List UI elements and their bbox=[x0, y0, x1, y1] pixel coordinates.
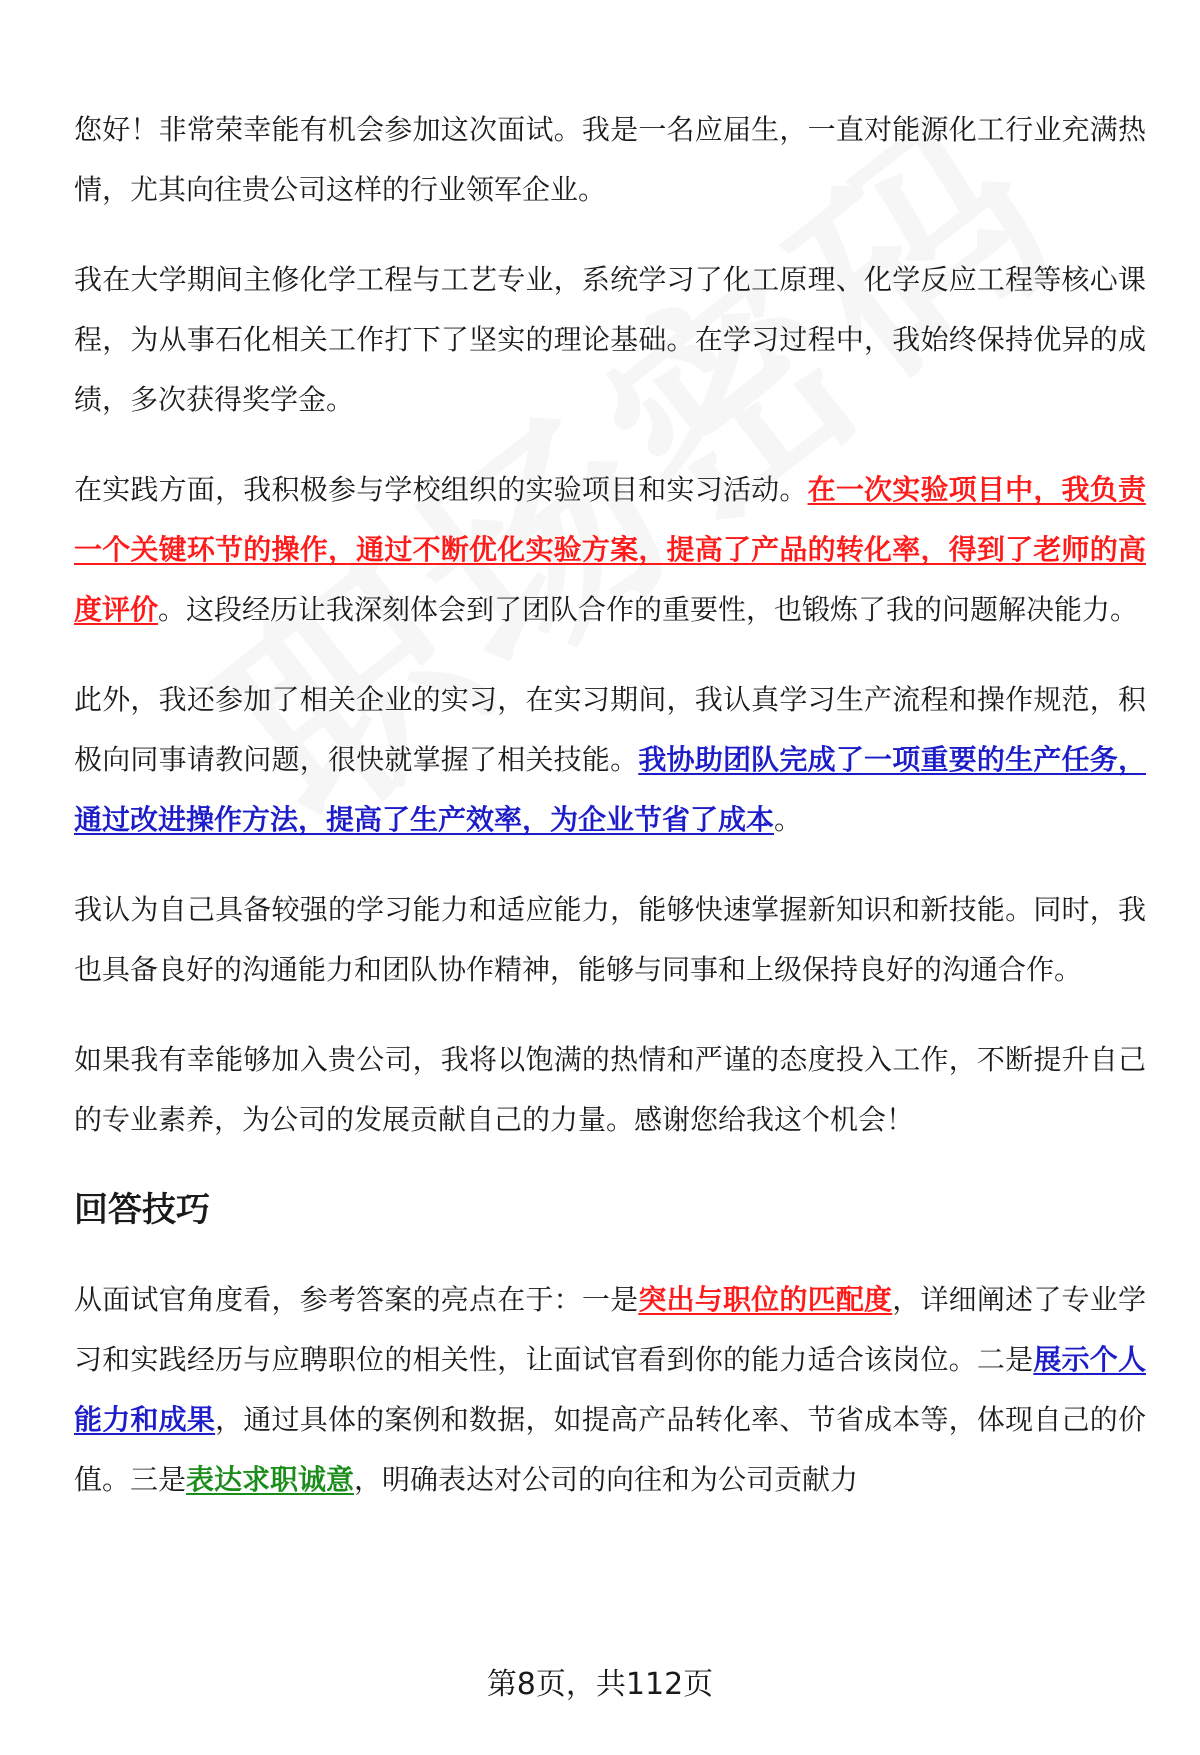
document-body bbox=[74, 100, 1146, 1540]
paragraph-internship-text-after: 。 bbox=[774, 803, 803, 836]
highlight-internship-achievement: 我协助团队完成了一项重要的生产任务，通过改进操作方法，提高了生产效率，为企业节省了成本 bbox=[74, 743, 1146, 836]
paragraph-practice-text-after: 。这段经历让我深刻体会到了团队合作的重要性，也锻炼了我的问题解决能力。 bbox=[158, 593, 1139, 626]
highlight-experiment-achievement: 在一次实验项目中，我负责一个关键环节的操作，通过不断优化实验方案，提高了产品的转化率，得到了老师的高度评价 bbox=[74, 473, 1146, 626]
highlight-tip-abilities: 展示个人能力和成果 bbox=[74, 1343, 1146, 1436]
paragraph-practice-text-before: 在实践方面，我积极参与学校组织的实验项目和实习活动。 bbox=[74, 473, 808, 506]
paragraph-practice bbox=[74, 460, 1146, 640]
highlight-tip-job-match: 突出与职位的匹配度 bbox=[638, 1283, 893, 1316]
highlight-tip-sincerity: 表达求职诚意 bbox=[186, 1463, 355, 1496]
page-number: 第8页，共112页 bbox=[486, 1667, 714, 1702]
section-heading-tips: 回答技巧 bbox=[74, 1190, 210, 1230]
paragraph-intro: 您好！非常荣幸能有机会参加这次面试。我是一名应届生，一直对能源化工行业充满热情，尤其向往贵公司这样的行业领军企业。 bbox=[74, 113, 1146, 206]
paragraph-tips bbox=[74, 1270, 1146, 1510]
tips-text-4: ，明确表达对公司的向往和为公司贡献力 bbox=[354, 1463, 859, 1496]
paragraph-internship-text-before: 此外，我还参加了相关企业的实习，在实习期间，我认真学习生产流程和操作规范，积极向同事请教问题，很快就掌握了相关技能。 bbox=[74, 683, 1146, 776]
tips-text-3: ，通过具体的案例和数据，如提高产品转化率、节省成本等，体现自己的价值。三是 bbox=[74, 1403, 1146, 1496]
paragraph-internship bbox=[74, 670, 1146, 850]
paragraph-closing: 如果我有幸能够加入贵公司，我将以饱满的热情和严谨的态度投入工作，不断提升自己的专业素养，为公司的发展贡献自己的力量。感谢您给我这个机会！ bbox=[74, 1043, 1146, 1136]
tips-text-2: ，详细阐述了专业学习和实践经历与应聘职位的相关性，让面试官看到你的能力适合该岗位。二是 bbox=[74, 1283, 1146, 1376]
tips-text-1: 从面试官角度看，参考答案的亮点在于：一是 bbox=[74, 1283, 639, 1316]
paragraph-education: 我在大学期间主修化学工程与工艺专业，系统学习了化工原理、化学反应工程等核心课程，为从事石化相关工作打下了坚实的理论基础。在学习过程中，我始终保持优异的成绩，多次获得奖学金。 bbox=[74, 263, 1146, 416]
paragraph-abilities: 我认为自己具备较强的学习能力和适应能力，能够快速掌握新知识和新技能。同时，我也具备良好的沟通能力和团队协作精神，能够与同事和上级保持良好的沟通合作。 bbox=[74, 893, 1146, 986]
